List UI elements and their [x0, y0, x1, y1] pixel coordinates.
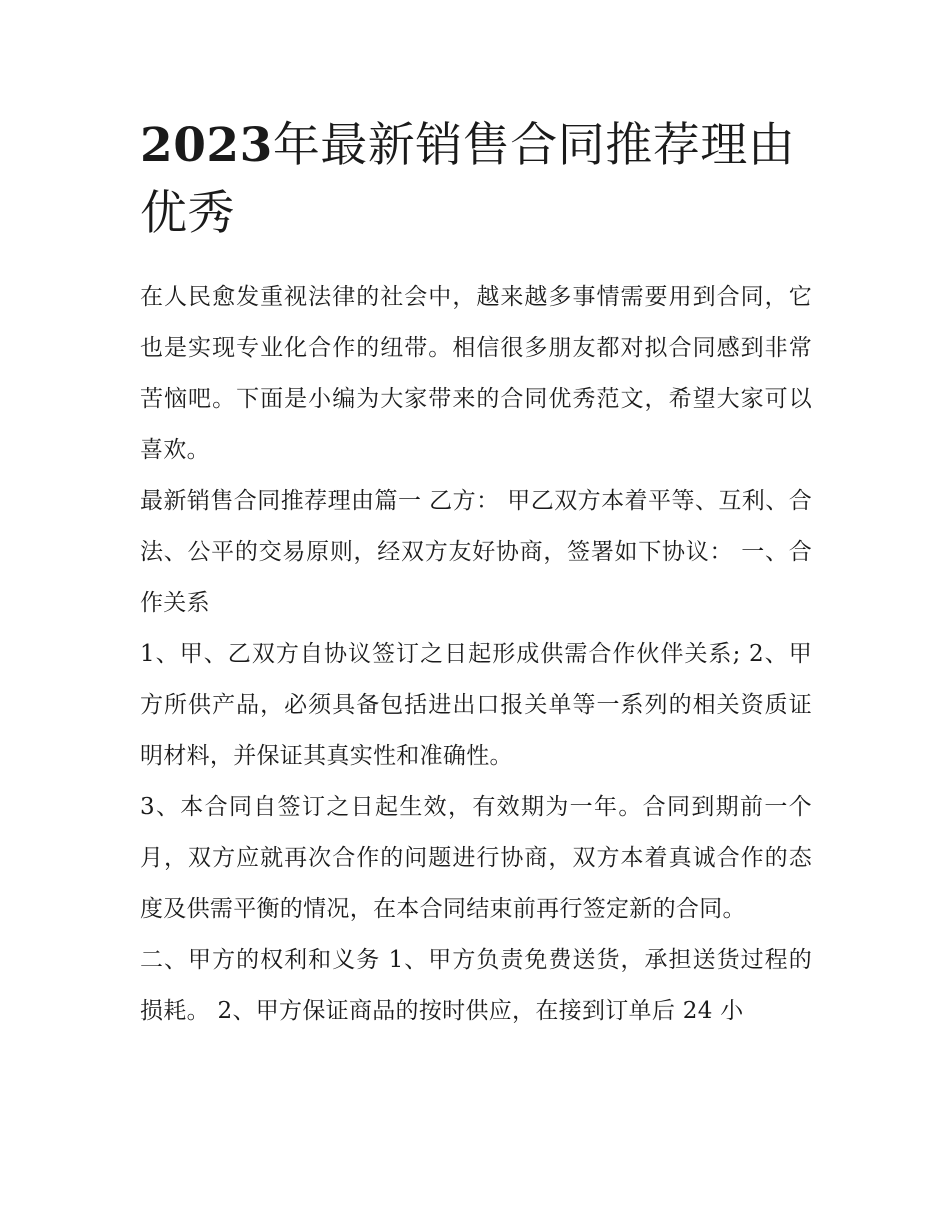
- paragraph-clause-3: 3、本合同自签订之日起生效，有效期为一年。合同到期前一个月，双方应就再次合作的问题进行协商，双方本着真诚合作的态度及供需平衡的情况，在本合同结束前再行签定新的合同。: [140, 794, 812, 922]
- title-year: 2023: [140, 118, 273, 173]
- document-body: [140, 112, 812, 1037]
- paragraph-contract-opening: 最新销售合同推荐理由篇一 乙方： 甲乙双方本着平等、互利、合法、公平的交易原则，经双方友好协商，签署如下协议： 一、合作关系: [140, 488, 812, 616]
- title-text: 年最新销售合同推荐理由优秀: [140, 118, 796, 241]
- paragraph-intro: 在人民愈发重视法律的社会中，越来越多事情需要用到合同，它也是实现专业化合作的纽带。相信很多朋友都对拟合同感到非常苦恼吧。下面是小编为大家带来的合同优秀范文，希望大家可以喜欢。: [140, 284, 812, 463]
- paragraph-clause-1-2: 1、甲、乙双方自协议签订之日起形成供需合作伙伴关系; 2、甲方所供产品，必须具备包括进出口报关单等一系列的相关资质证明材料，并保证其真实性和准确性。: [140, 641, 812, 769]
- paragraph-party-a-duties: 二、甲方的权利和义务 1、甲方负责免费送货，承担送货过程的损耗。 2、甲方保证商品的按时供应，在接到订单后 24 小: [140, 947, 812, 1024]
- document-title: [140, 112, 812, 248]
